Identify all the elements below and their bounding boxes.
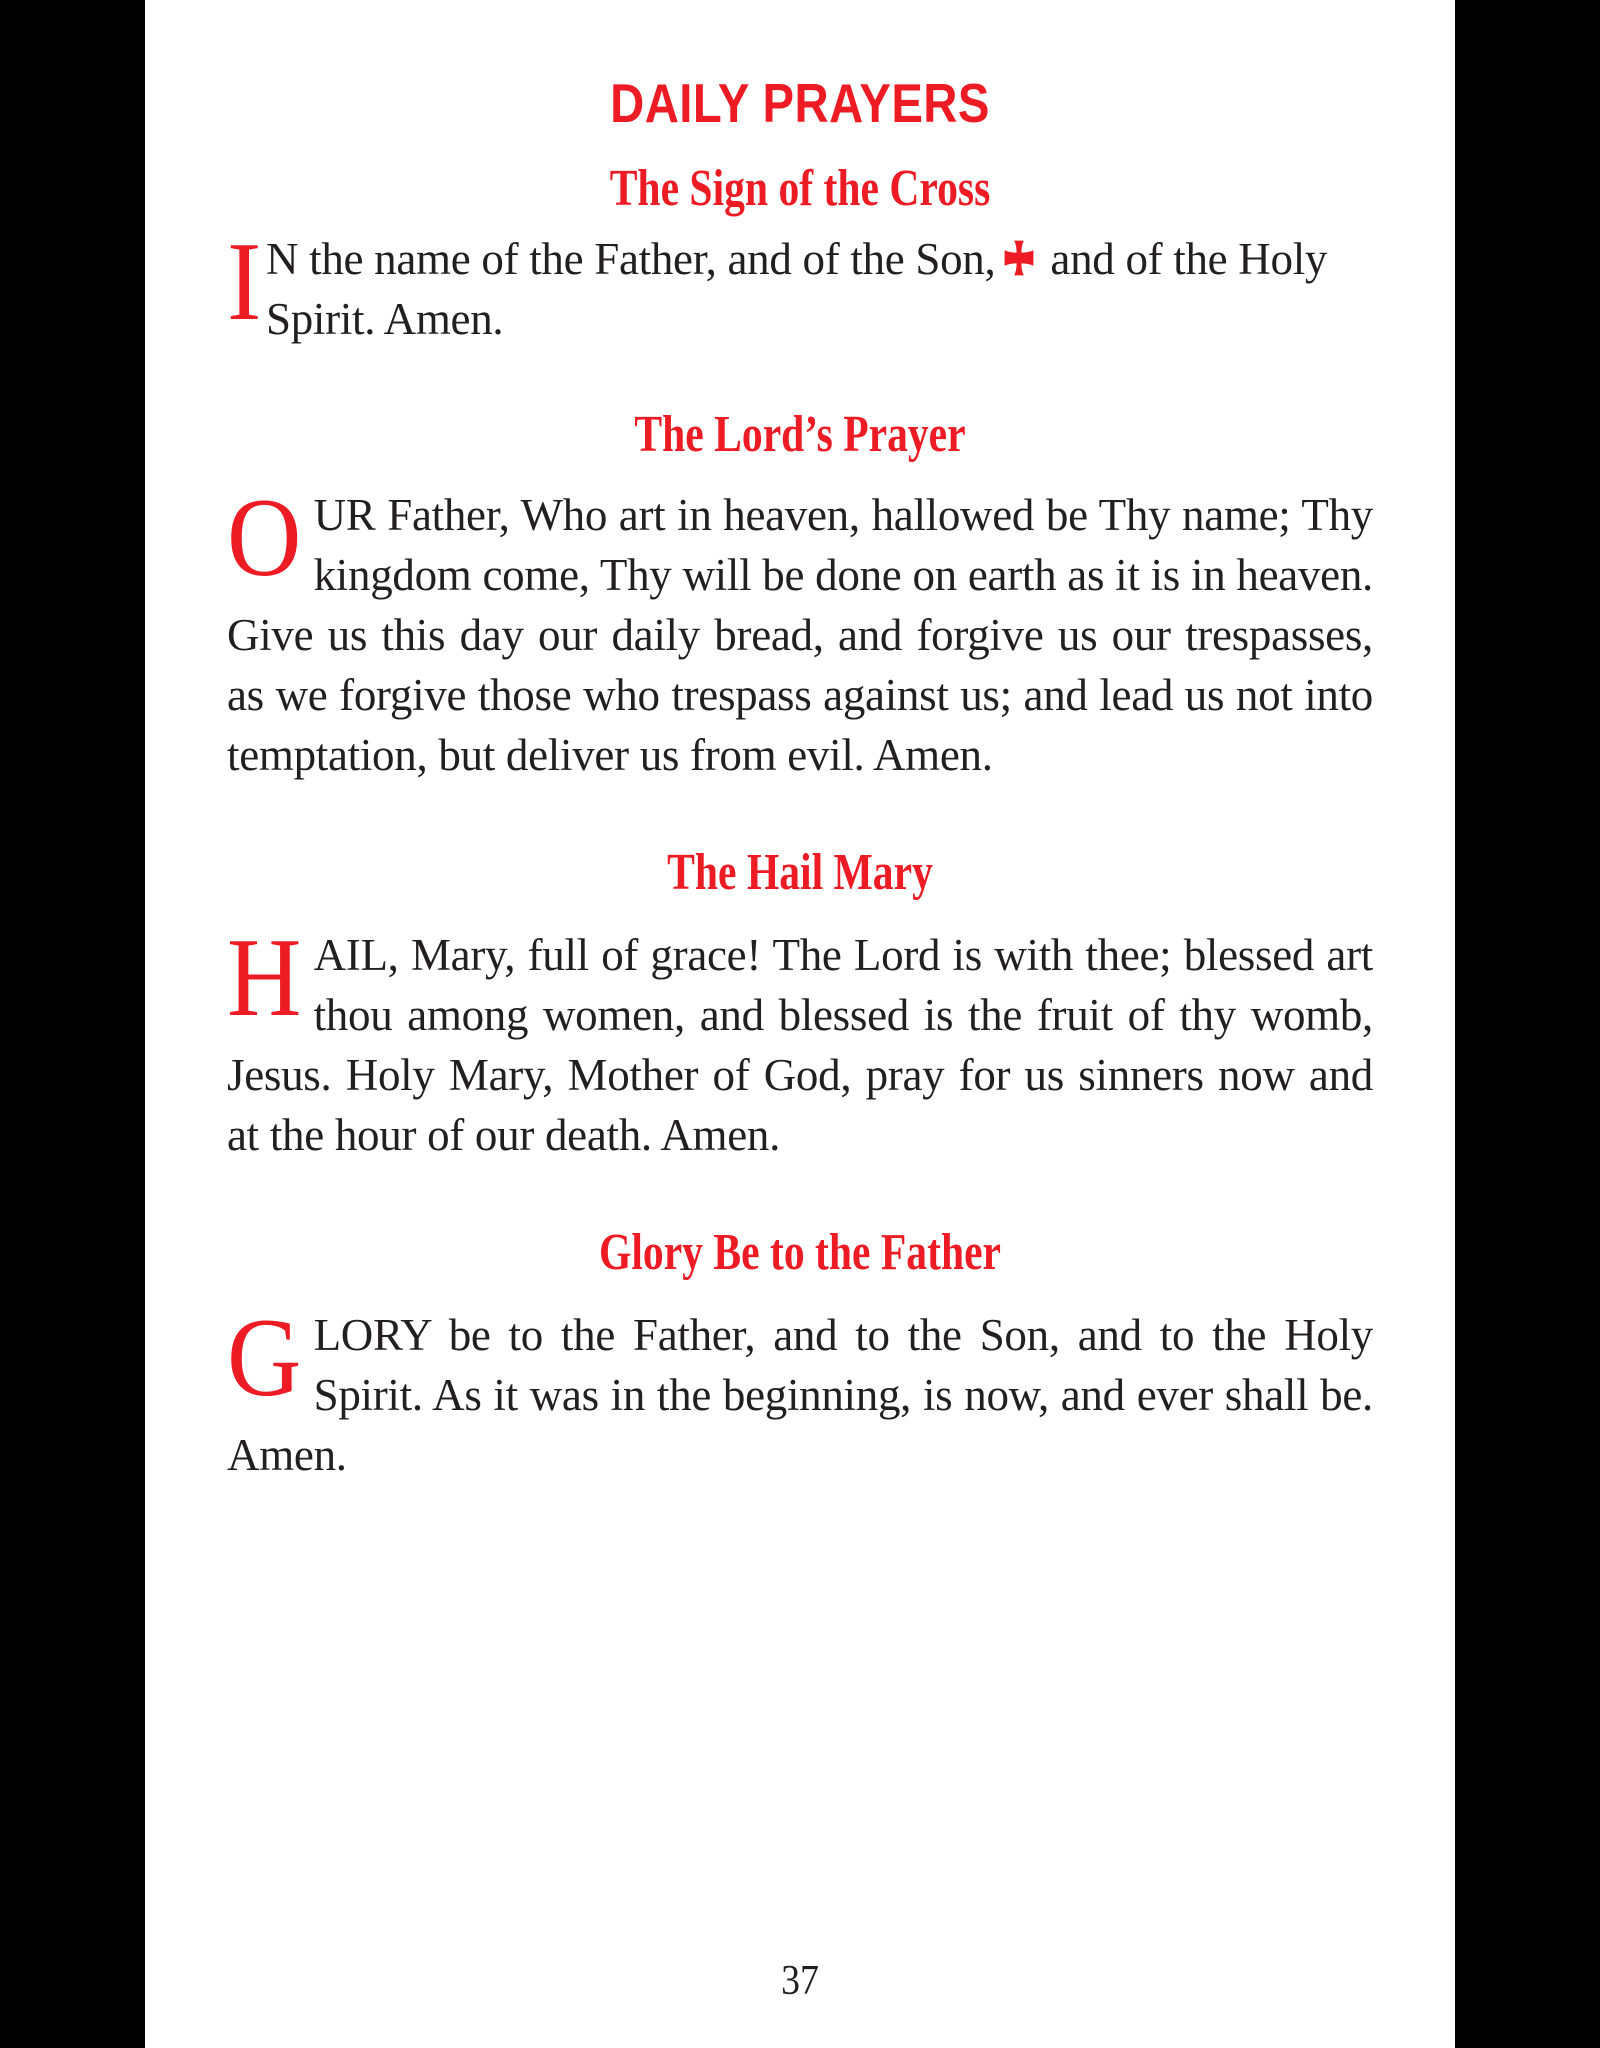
prayer-lords-prayer — [227, 476, 1373, 785]
dropcap-h: H — [227, 916, 302, 1040]
page-number: 37 — [781, 1958, 819, 2004]
prayer-text-after-cross: and of the Holy Spirit. Amen. — [266, 234, 1328, 344]
prayer-text-before-cross: N the name of the Father, and of the Son, — [266, 234, 996, 284]
dropcap-o: O — [227, 476, 302, 600]
heading-glory-be: Glory Be to the Father — [598, 1224, 1002, 1281]
dropcap-i: I — [227, 220, 262, 344]
prayer-book-page — [145, 0, 1455, 2048]
prayer-text-hail-mary: AIL, Mary, full of grace! The Lord is with thee; blessed art thou among women, and blessed is the fruit of thy womb, Jesus. Holy Mary, Mother of God, pray for us sinners now and at the hour of our death. Amen. — [227, 930, 1373, 1160]
prayer-hail-mary — [227, 916, 1373, 1165]
prayer-glory-be — [227, 1296, 1373, 1485]
prayer-text-glory-be: LORY be to the Father, and to the Son, and to the Holy Spirit. As it was in the beginning, is now, and ever shall be. Amen. — [227, 1310, 1373, 1480]
prayer-text-lords-prayer: UR Father, Who art in heaven, hallowed be Thy name; Thy kingdom come, Thy will be done on earth as it is in heaven. Give us this day our daily bread, and forgive us our trespasses, as we forgive those who trespass against us; and lead us not into temptation, but deliver us from evil. Amen. — [227, 490, 1373, 780]
right-black-margin — [1455, 0, 1600, 2048]
heading-sign-of-the-cross: The Sign of the Cross — [609, 160, 991, 217]
heading-hail-mary: The Hail Mary — [667, 844, 933, 901]
prayer-sign-of-the-cross — [227, 220, 1373, 349]
page-title: DAILY PRAYERS — [610, 72, 990, 134]
dropcap-g: G — [227, 1296, 302, 1420]
cross-pattee-icon — [999, 238, 1039, 278]
heading-lords-prayer: The Lord’s Prayer — [634, 406, 966, 463]
left-black-margin — [0, 0, 145, 2048]
